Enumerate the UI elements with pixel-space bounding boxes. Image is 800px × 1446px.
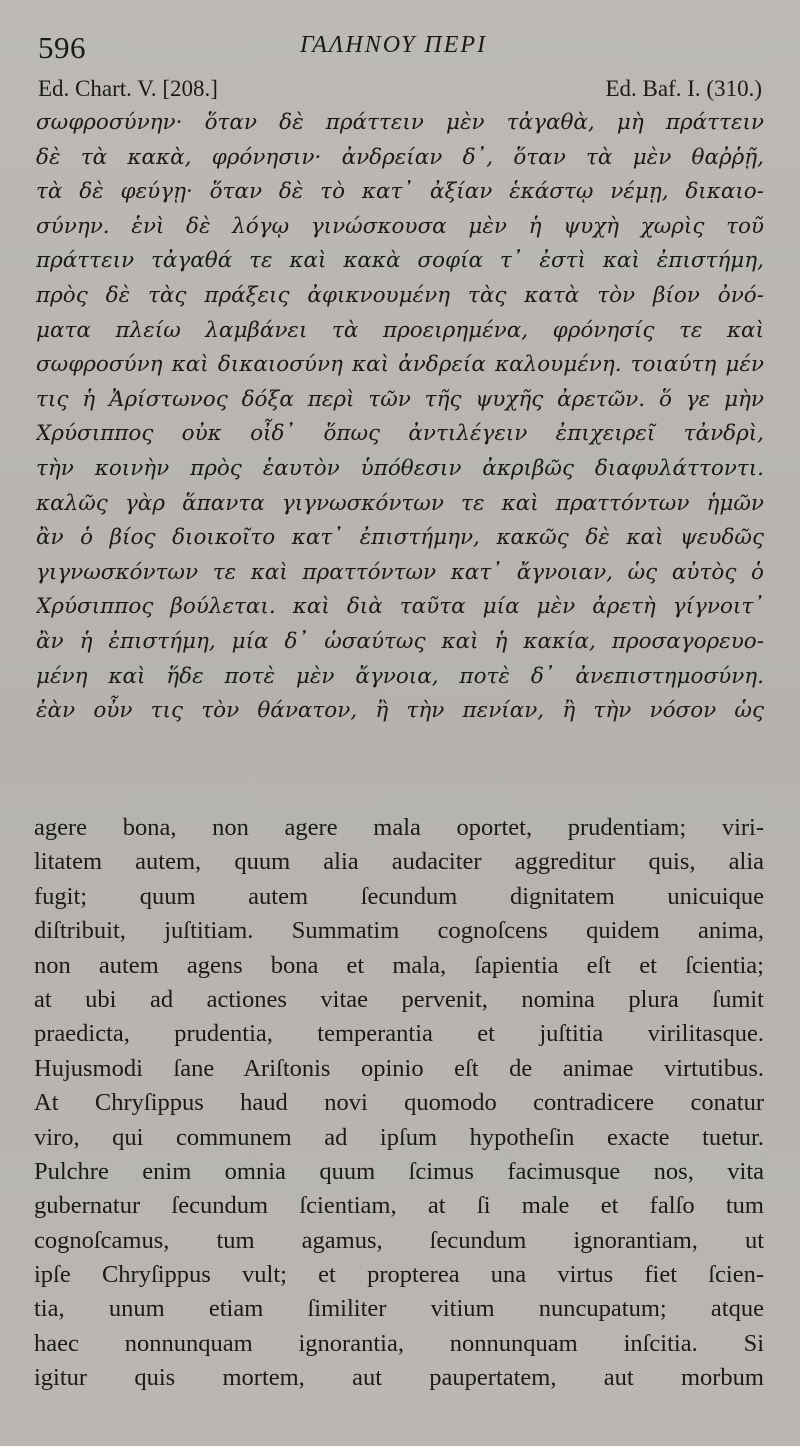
latin-line: tia, unum etiam ſimiliter vitium nuncupatum; atque: [34, 1295, 764, 1323]
latin-line: gubernatur ſecundum ſcientiam, at ſi male et falſo tum: [34, 1192, 764, 1220]
latin-line: fugit; quum autem ſecundum dignitatem unicuique: [34, 882, 764, 910]
greek-line: γιγνωσκόντων τε καὶ πραττόντων κατ᾿ ἄγνοιαν, ὡς αὐτὸς ὁ: [36, 559, 764, 585]
latin-line: igitur quis mortem, aut paupertatem, aut morbum: [34, 1364, 764, 1392]
latin-line: agere bona, non agere mala oportet, prudentiam; viri-: [34, 814, 764, 841]
latin-line: haec nonnunquam ignorantia, nonnunquam inſcitia. Si: [34, 1329, 764, 1357]
page-number: 596: [38, 30, 86, 65]
latin-line: cognoſcamus, tum agamus, ſecundum ignorantiam, ut: [34, 1226, 764, 1254]
edition-basel-reference: Ed. Baf. I. (310.): [605, 76, 762, 101]
edition-references: [38, 76, 762, 106]
greek-line: πράττειν τἀγαθά τε καὶ κακὰ σοφία τ᾿ ἐστὶ καὶ ἐπιστήμη,: [36, 248, 764, 274]
greek-line: πρὸς δὲ τὰς πράξεις ἀφικνουμένη τὰς κατὰ τὸν βίον ὀνό-: [36, 282, 764, 308]
running-title: ΓΑΛΗΝΟΥ ΠΕΡΙ: [300, 32, 488, 58]
latin-line: litatem autem, quum alia audaciter aggreditur quis, alia: [34, 848, 764, 876]
latin-line: Pulchre enim omnia quum ſcimus facimusque nos, vita: [34, 1157, 764, 1185]
latin-line: At Chryſippus haud novi quomodo contradicere conatur: [34, 1089, 764, 1117]
greek-line: τὰ δὲ φεύγῃ· ὅταν δὲ τὸ κατ᾿ ἀξίαν ἑκάστῳ νέμῃ, δικαιο-: [36, 179, 764, 205]
greek-line: δὲ τὰ κακὰ, φρόνησιν· ἀνδρείαν δ᾿, ὅταν τὰ μὲν θαῤῥῇ,: [36, 144, 764, 170]
greek-text-block: [36, 106, 764, 729]
greek-line: ἐὰν οὖν τις τὸν θάνατον, ἢ τὴν πενίαν, ἢ τὴν νόσον ὡς: [36, 698, 764, 724]
greek-line: σωφροσύνην· ὅταν δὲ πράττειν μὲν τἀγαθὰ, μὴ πράττειν: [36, 110, 764, 135]
latin-line: viro, qui communem ad ipſum hypotheſin exacte tuetur.: [34, 1123, 764, 1151]
latin-line: non autem agens bona et mala, ſapientia eſt et ſcientia;: [34, 951, 764, 979]
greek-line: ἂν ὁ βίος διοικοῖτο κατ᾿ ἐπιστήμην, κακῶς δὲ καὶ ψευδῶς: [36, 525, 764, 551]
page-header: [38, 24, 764, 64]
latin-text-block: [34, 811, 764, 1396]
latin-line: praedicta, prudentia, temperantia et juſtitia virilitasque.: [34, 1020, 764, 1048]
greek-line: τὴν κοινὴν πρὸς ἑαυτὸν ὑπόθεσιν ἀκριβῶς διαφυλάττοντι.: [36, 455, 764, 481]
greek-line: σύνην. ἑνὶ δὲ λόγῳ γινώσκουσα μὲν ἡ ψυχὴ χωρὶς τοῦ: [36, 213, 764, 239]
greek-line: ματα πλείω λαμβάνει τὰ προειρημένα, φρόνησίς τε καὶ: [36, 317, 764, 343]
latin-line: diſtribuit, juſtitiam. Summatim cognoſcens quidem anima,: [34, 917, 764, 945]
latin-line: Hujusmodi ſane Ariſtonis opinio eſt de animae virtutibus.: [34, 1054, 764, 1082]
greek-line: ἂν ἡ ἐπιστήμη, μία δ᾿ ὡσαύτως καὶ ἡ κακία, προσαγορευο-: [36, 628, 764, 654]
greek-line: σωφροσύνη καὶ δικαιοσύνη καὶ ἀνδρεία καλουμένη. τοιαύτη μέν: [36, 352, 764, 378]
greek-line: τις ἡ Ἀρίστωνος δόξα περὶ τῶν τῆς ψυχῆς ἀρετῶν. ὅ γε μὴν: [36, 386, 764, 412]
greek-line: καλῶς γὰρ ἅπαντα γιγνωσκόντων τε καὶ πραττόντων ἡμῶν: [36, 490, 764, 516]
greek-line: Χρύσιππος βούλεται. καὶ διὰ ταῦτα μία μὲν ἀρετὴ γίγνοιτ᾿: [36, 594, 764, 620]
greek-line: Χρύσιππος οὐκ οἶδ᾿ ὅπως ἀντιλέγειν ἐπιχειρεῖ τἀνδρὶ,: [36, 421, 764, 447]
greek-line: μένη καὶ ἥδε ποτὲ μὲν ἄγνοια, ποτὲ δ᾿ ἀνεπιστημοσύνη.: [36, 663, 764, 689]
latin-line: at ubi ad actiones vitae pervenit, nomina plura ſumit: [34, 985, 764, 1013]
edition-chart-reference: Ed. Chart. V. [208.]: [38, 76, 218, 101]
latin-line: ipſe Chryſippus vult; et propterea una virtus fiet ſcien-: [34, 1261, 764, 1289]
